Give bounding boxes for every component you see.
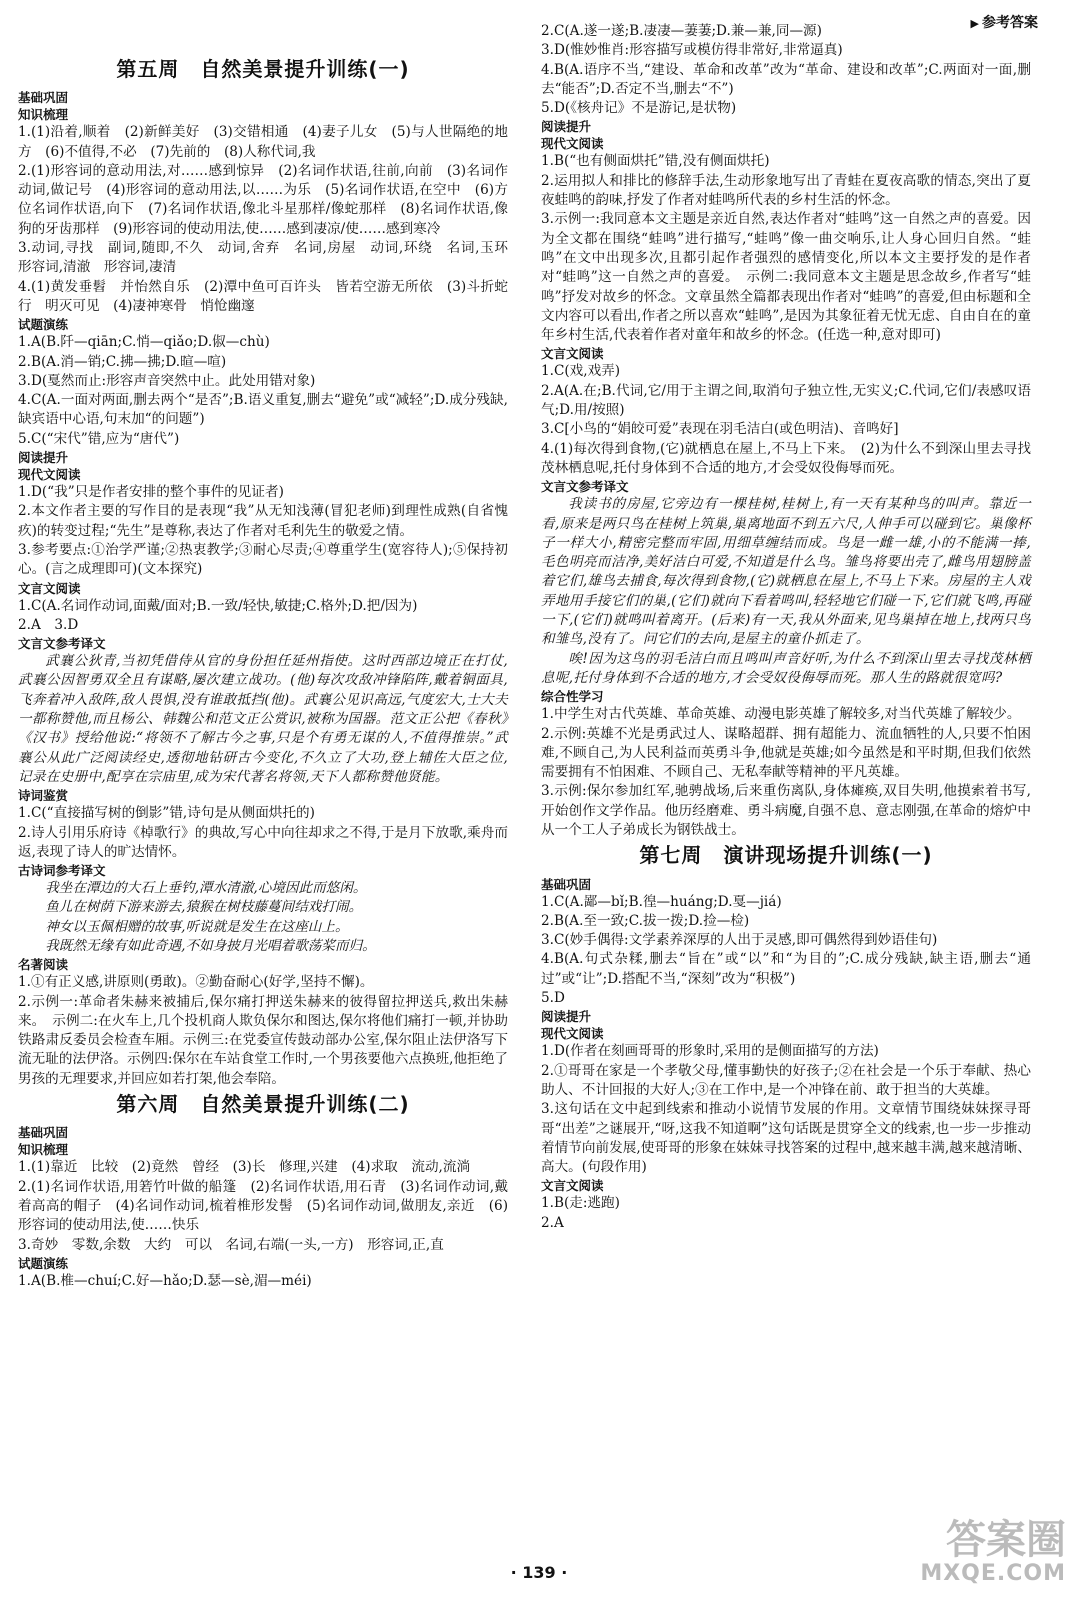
week5-content: [18, 89, 522, 1089]
answer-item: 1.(1)沿着,顺着 (2)新鲜美好 (3)交错相通 (4)妻子儿女 (5)与人世隔绝的地方 (6)不值得,不必 (7)先前的 (8)人称代词,我: [18, 124, 508, 160]
subsection-heading: 古诗词参考译文: [18, 863, 106, 879]
answer-item: 2.本文作者主要的写作目的是表现“我”从无知浅薄(冒犯老师)到理性成熟(自省愧疚)的转变过程;“先生”是尊称,表达了作者对毛利先生的敬爱之情。: [18, 503, 508, 539]
answer-item: 1.A(B.椎—chuí;C.好—hǎo;D.瑟—sè,湄—méi): [18, 1272, 312, 1289]
section-heading: 综合性学习: [541, 689, 604, 705]
answer-item: 1.C(A.鄙—bǐ;B.徨—huáng;D.戛—jiá): [541, 893, 782, 910]
week6-content: [18, 1124, 508, 1291]
section-heading: 知识梳理: [18, 107, 69, 123]
week7-content: [541, 876, 1031, 1233]
section-heading: 试题演练: [18, 317, 69, 333]
answer-item: 2.运用拟人和排比的修辞手法,生动形象地写出了青蛙在夏夜高歌的情态,突出了夏夜蛙鸣的韵味,抒发了作者对蛙鸣所代表的乡村生活的怀念。: [541, 172, 1031, 209]
answer-item: 2.B(A.至一致;C.拔一拨;D.捡—检): [541, 912, 750, 929]
answer-item: 4.C(A.一面对两面,删去两个“是否”;B.语义重复,删去“避免”或“减轻”;D.成分残缺,缺宾语中心语,句末加“的问题”): [18, 392, 508, 428]
answer-item: 2.(1)形容词的意动用法,对……感到惊异 (2)名词作状语,往前,向前 (3)名词作动词,做记号 (4)形容词的意动用法,以……为乐 (5)名词作状语,在空中 (6)方位名词作状语,向下 (7)名词作状语,像北斗星那样/像蛇那样 (8)名词作状语,像狗的牙齿那样 (9)形容词的使动用法,使……感到凄凉/使……感到寒冷: [18, 162, 508, 237]
answer-item: 3.D(戛然而止:形容声音突然中止。此处用错对象): [18, 372, 316, 389]
watermark-logo: [920, 1519, 1066, 1586]
answer-item: 3.C[小鸟的“娟皎可爱”表现在羽毛洁白(或色明洁)、音鸣好]: [541, 421, 899, 438]
answer-item: 3.示例:保尔参加红军,驰骋战场,后来重伤离队,身体瘫痪,双目失明,他摸索着书写,开始创作文学作品。他历经磨难、勇斗病魔,自强不息、意志刚强,在革命的熔炉中从一个工人子弟成长为钢铁战士。: [541, 783, 1031, 838]
answer-item: 3.示例一:我同意本文主题是亲近自然,表达作者对“蛙鸣”这一自然之声的喜爱。因为全文都在围绕“蛙鸣”进行描写,“蛙鸣”像一曲交响乐,让人身心回归自然。“蛙鸣”在文中出现多次,且都引起作者强烈的感情变化,所以本文主要抒发的是作者对“蛙鸣”这一自然之声的喜爱。 示例二:我同意本文主题是思念故乡,作者写“蛙鸣”抒发对故乡的怀念。文章虽然全篇都表现出作者对“蛙鸣”的喜爱,但由标题和全文内容可以看出,作者之所以喜欢“蛙鸣”,是因为其象征着无忧无虑、自由自在的童年乡村生活,代表着作者对童年和故乡的怀念。(任选一种,意对即可): [541, 211, 1031, 344]
week6-continued-content: [541, 22, 1031, 840]
answer-item: 1.C(A.名词作动词,面戴/面对;B.一致/轻快,敏捷;C.格外;D.把/因为): [18, 597, 418, 614]
answer-item: 3.D(惟妙惟肖:形容描写或模仿得非常好,非常逼真): [541, 42, 843, 59]
page-number: · 139 ·: [510, 1563, 568, 1582]
subsection-heading: 现代文阅读: [541, 136, 604, 152]
section-heading: 基础巩固: [541, 876, 592, 892]
watermark-line1: 答案圈: [946, 1517, 1066, 1563]
section-heading: 试题演练: [18, 1255, 69, 1271]
section-heading: 阅读提升: [18, 450, 69, 466]
answer-item: 5.D(《核舟记》不是游记,是状物): [541, 100, 737, 117]
subsection-heading: 文言文阅读: [541, 346, 604, 362]
subsection-heading: 文言文参考译文: [18, 636, 106, 652]
answer-item: 5.D: [541, 990, 565, 1007]
subsection-heading: 名著阅读: [18, 957, 69, 973]
answer-item: 2.A(A.在;B.代词,它/用于主谓之间,取消句子独立性,无实义;C.代词,它们/表感叹语气;D.用/按照): [541, 382, 1031, 419]
left-column: [18, 57, 522, 1291]
answer-item: 1.C(戏,戏弄): [541, 363, 621, 380]
translation-paragraph: 我既然无缘有如此奇遇,不如身披月光唱着歌荡桨而归。: [45, 937, 376, 954]
answer-item: 4.B(A.语序不当,“建设、革命和改革”改为“革命、建设和改革”;C.两面对一面,删去“能否”;D.否定不当,删去“不”): [541, 61, 1031, 97]
week5-title: 第五周 自然美景提升训练(一): [116, 57, 410, 81]
answer-item: 1.B(“也有侧面烘托”错,没有侧面烘托): [541, 153, 770, 170]
translation-paragraph: 武襄公狄青,当初凭借侍从官的身份担任延州指使。这时西部边境正在打仗,武襄公因智勇双全且有谋略,屡次建立战功。(他)每次攻敌冲锋陷阵,戴着铜面具,飞奔着冲入敌阵,敌人畏惧,没有谁敢抵挡(他)。武襄公见识高远,气度宏大,士大夫一都称赞他,而且杨公、韩魏公和范文正公赏识,被称为国器。范文正公把《春秋》《汉书》授给他说:“将领不了解古今之事,只是个有勇无谋的人,不值得推崇。”武襄公从此广泛阅读经史,透彻地钻研古今变化,不久立了大功,登上辅佐大臣之位,记录在史册中,配享在宗庙里,成为宋代著名将领,天下人都称赞他贤能。: [18, 653, 508, 785]
section-heading: 基础巩固: [18, 90, 69, 106]
section-heading: 阅读提升: [541, 1009, 592, 1025]
triangle-icon: ▶: [970, 17, 979, 30]
answer-item: 1.B(走:逃跑): [541, 1195, 620, 1212]
answer-item: 2.①哥哥在家是一个孝敬父母,懂事勤快的好孩子;②在社会是一个乐于奉献、热心助人、不计回报的大好人;③在工作中,是一个冲锋在前、敢于担当的大英雄。: [541, 1062, 1031, 1098]
translation-paragraph: 我坐在潭边的大石上垂钓,潭水清澈,心境因此而悠闲。: [45, 880, 367, 897]
answer-item: 3.参考要点:①治学严谨;②热衷教学;③耐心尽责;④尊重学生(宽容待人);⑤保持初心。(言之成理即可)(文本探究): [18, 541, 508, 578]
watermark-line2: MXQE.COM: [920, 1561, 1066, 1586]
answer-item: 2.A 3.D: [18, 616, 79, 633]
subsection-heading: 文言文参考译文: [541, 479, 629, 495]
answer-item: 4.(1)每次得到食物,(它)就栖息在屋上,不马上下来。 (2)为什么不到深山里去寻找茂林栖息呢,托付身体到不合适的地方,才会受奴役侮辱而死。: [541, 440, 1031, 476]
answer-item: 1.D(“我”只是作者安排的整个事件的见证者): [18, 484, 284, 501]
week7-title: 第七周 演讲现场提升训练(一): [639, 843, 933, 868]
answer-item: 2.诗人引用乐府诗《棹歌行》的典故,写心中向往却求之不得,于是月下放歌,乘舟而返,表现了诗人的旷达情怀。: [18, 824, 508, 860]
answer-item: 2.示例一:革命者朱赫来被捕后,保尔痛打押送朱赫来的彼得留拉押送兵,救出朱赫来。 示例二:在火车上,几个投机商人欺负保尔和图达,保尔将他们痛打一顿,并协助铁路肃反委员会检查车厢。示例三:在党委宣传鼓动部办公室,保尔阻止法伊洛写下流无耻的法伊洛。示例四:保尔在车站食堂工作时,一个男孩要他六点换班,他拒绝了男孩的无理要求,并回应如若打架,他会奉陪。: [18, 993, 508, 1087]
answer-item: 2.(1)名词作状语,用箬竹叶做的船篷 (2)名词作状语,用石青 (3)名词作动词,戴着高高的帽子 (4)名词作动词,梳着椎形发髻 (5)名词作动词,做朋友,亲近 (6)形容词的使动用法,使……快乐: [18, 1178, 508, 1234]
answer-item: 2.A: [541, 1214, 564, 1231]
subsection-heading: 现代文阅读: [18, 467, 81, 483]
answer-item: 1.D(作者在刻画哥哥的形象时,采用的是侧面描写的方法): [541, 1043, 879, 1060]
answer-item: 1.中学生对古代英雄、革命英雄、动漫电影英雄了解较多,对当代英雄了解较少。: [541, 706, 1021, 723]
answer-item: 3.C(妙手偶得:文学素养深厚的人出于灵感,即可偶然得到妙语佳句): [541, 932, 938, 949]
week6-title: 第六周 自然美景提升训练(二): [116, 1092, 410, 1117]
subsection-heading: 文言文阅读: [541, 1178, 604, 1194]
answer-item: 2.C(A.遂一遂;B.凄凄—萋萋;D.兼—兼,同—源): [541, 23, 822, 39]
right-column: [541, 22, 1031, 1233]
translation-paragraph: 神女以玉佩相赠的故事,听说就是发生在这座山上。: [45, 918, 349, 935]
answer-item: 3.奇妙 零数,余数 大约 可以 名词,右端(一头,一方) 形容词,正,直: [18, 1236, 444, 1253]
subsection-heading: 文言文阅读: [18, 580, 81, 596]
translation-paragraph: 鱼儿在树荫下游来游去,猿猴在树枝藤蔓间结戏打闹。: [45, 899, 363, 916]
answer-item: 3.这句话在文中起到线索和推动小说情节发展的作用。文章情节围绕妹妹探寻哥哥“出差”之谜展开,“呀,这我不知道啊”这句话既是贯穿全文的线索,也一步一步推动着情节向前发展,使哥哥的形象在妹妹寻找答案的过程中,越来越丰满,越来越清晰、高大。(句段作用): [541, 1101, 1031, 1176]
answer-item: 4.B(A.句式杂糅,删去“旨在”或“以”和“为目的”;C.成分残缺,缺主语,删去“通过”或“让”;D.搭配不当,“深刻”改为“积极”): [541, 951, 1031, 987]
subsection-heading: 现代文阅读: [541, 1026, 604, 1042]
section-heading: 阅读提升: [541, 119, 592, 135]
answer-item: 3.动词,寻找 副词,随即,不久 动词,舍弃 名词,房屋 动词,环绕 名词,玉环 形容词,清澈 形容词,凄清: [18, 240, 522, 276]
answer-item: 4.(1)黄发垂髫 并怡然自乐 (2)潭中鱼可百许头 皆若空游无所依 (3)斗折蛇行 明灭可见 (4)凄神寒骨 悄怆幽邃: [18, 278, 508, 314]
answer-item: 5.C(“宋代”错,应为“唐代”): [18, 430, 180, 447]
translation-paragraph: 唉!因为这鸟的羽毛洁白而且鸣叫声音好听,为什么不到深山里去寻找茂林栖息呢,托付身体到不合适的地方,才会受奴役侮辱而死。那人生的路就很宽吗?: [541, 650, 1031, 686]
answer-item: 2.B(A.消—销;C.拂—拂;D.暄—喧): [18, 353, 227, 370]
subsection-heading: 诗词鉴赏: [18, 788, 69, 804]
answer-item: 1.C(“直接描写树的倒影”错,诗句是从侧面烘托的): [18, 805, 315, 822]
answer-item: 1.(1)靠近 比较 (2)竟然 曾经 (3)长 修理,兴建 (4)求取 流动,流淌: [18, 1159, 471, 1176]
answer-item: 2.示例:英雄不光是勇武过人、谋略超群、拥有超能力、流血牺牲的人,只要不怕困难,不顾自己,为人民利益而英勇斗争,他就是英雄;如今虽然是和平时期,但我们依然需要拥有不怕困难、不顾自己、无私奉献等精神的平凡英雄。: [541, 725, 1031, 781]
header-label: 参考答案: [982, 15, 1038, 31]
section-heading: 知识梳理: [18, 1142, 69, 1158]
translation-paragraph: 我读书的房屋,它旁边有一棵桂树,桂树上,有一天有某种鸟的叫声。靠近一看,原来是两只鸟在桂树上筑巢,巢离地面不到五六尺,人伸手可以碰到它。巢像杯子一样大小,精密完整而牢固,用细草缠结而成。鸟是一雌一雄,小的不能满一捧,毛色明亮而洁净,美好洁白可爱,不知道是什么鸟。雏鸟将要出壳了,雌鸟用翅膀盖着它们,雄鸟去捕食,每次得到食物,(它)就栖息在屋上,不马上下来。房屋的主人戏弄地用手接它们的巢,(它们)就向下看着鸣叫,轻轻地它们碰一下,它们就飞鸣,再碰一下,(它们)就鸣叫着离开。(后来)有一天,我从外面来,见鸟巢掉在地上,找两只鸟和雏鸟,没有了。问它们的去向,是屋主的童仆抓走了。: [541, 496, 1031, 648]
answer-item: 1.①有正义感,讲原则(勇敢)。②勤奋耐心(好学,坚持不懈)。: [18, 974, 374, 991]
answer-item: 1.A(B.阡—qiān;C.悄—qiǎo;D.俶—chù): [18, 334, 270, 351]
section-heading: 基础巩固: [18, 1125, 69, 1141]
